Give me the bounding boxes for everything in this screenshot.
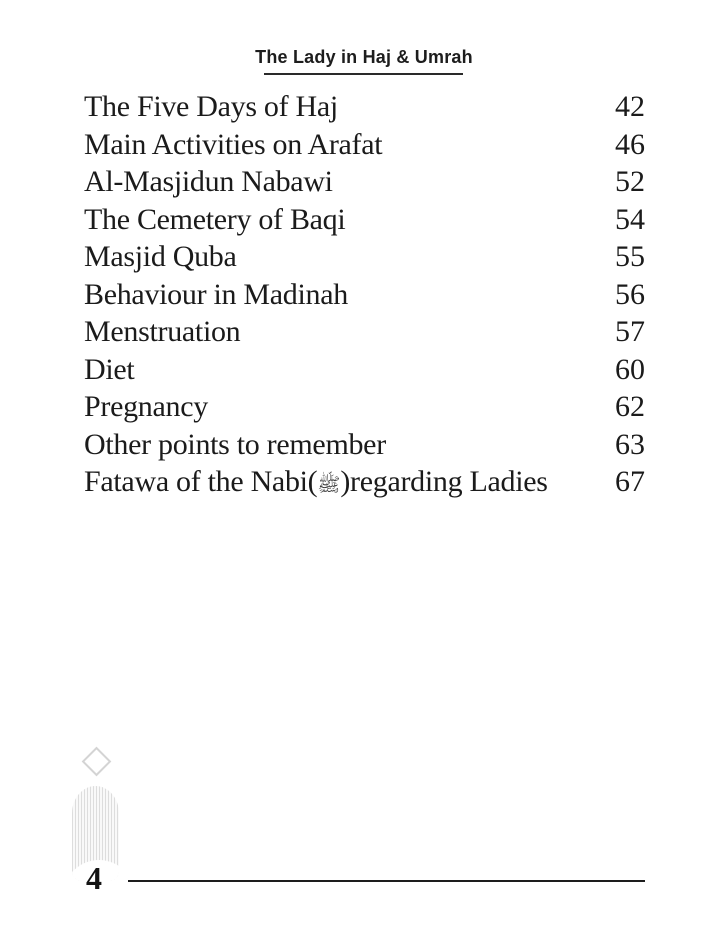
- toc-row: [84, 388, 645, 426]
- title-underline: [264, 73, 463, 75]
- toc-item-title: Masjid Quba: [84, 240, 237, 273]
- toc-item-page-number: 60: [615, 352, 645, 386]
- toc-row: [84, 163, 645, 201]
- toc-item-title: Other points to remember: [84, 427, 386, 461]
- toc-item-title: The Five Days of Haj: [84, 90, 338, 123]
- toc-list: [84, 88, 645, 501]
- toc-item-title: Al-Masjidun Nabawi: [84, 165, 333, 198]
- toc-item-title: Pregnancy: [84, 390, 208, 423]
- toc-item-page-number: 57: [615, 315, 645, 348]
- toc-item-page-number: 62: [615, 390, 645, 423]
- toc-row: [84, 88, 645, 126]
- book-title: The Lady in Haj & Umrah: [255, 47, 473, 67]
- toc-item-page-number: 56: [615, 277, 645, 311]
- toc-item-title: Menstruation: [84, 315, 241, 348]
- toc-item-title-prefix: Fatawa of the Nabi(: [84, 465, 318, 498]
- toc-item-page-number: 42: [615, 90, 645, 123]
- toc-item-title: Diet: [84, 352, 135, 386]
- toc-row: [84, 201, 645, 239]
- toc-item-page-number: 55: [615, 240, 645, 273]
- toc-item-title: Behaviour in Madinah: [84, 277, 348, 311]
- toc-row: [84, 313, 645, 351]
- toc-item-page-number: 46: [615, 127, 645, 161]
- sallallahu-alayhi-wasallam-calligraphy-icon: ﷺ: [317, 475, 341, 496]
- toc-item-title: The Cemetery of Baqi: [84, 202, 346, 236]
- footer-rule-line: [128, 880, 645, 882]
- page-number: 4: [86, 860, 102, 896]
- toc-item-title-suffix: )regarding Ladies: [340, 465, 548, 498]
- toc-item-title: [84, 463, 548, 501]
- toc-item-page-number: 54: [615, 202, 645, 236]
- page-header: [0, 45, 728, 69]
- toc-row: [84, 426, 645, 464]
- toc-item-title: Main Activities on Arafat: [84, 127, 383, 161]
- diamond-ornament-icon: [82, 747, 112, 777]
- toc-row: [84, 238, 645, 276]
- toc-item-page-number: 52: [615, 165, 645, 198]
- toc-row: [84, 351, 645, 389]
- toc-item-page-number: 67: [615, 465, 645, 498]
- toc-item-page-number: 63: [615, 427, 645, 461]
- toc-row: [84, 126, 645, 164]
- toc-row: [84, 276, 645, 314]
- toc-row: [84, 463, 645, 501]
